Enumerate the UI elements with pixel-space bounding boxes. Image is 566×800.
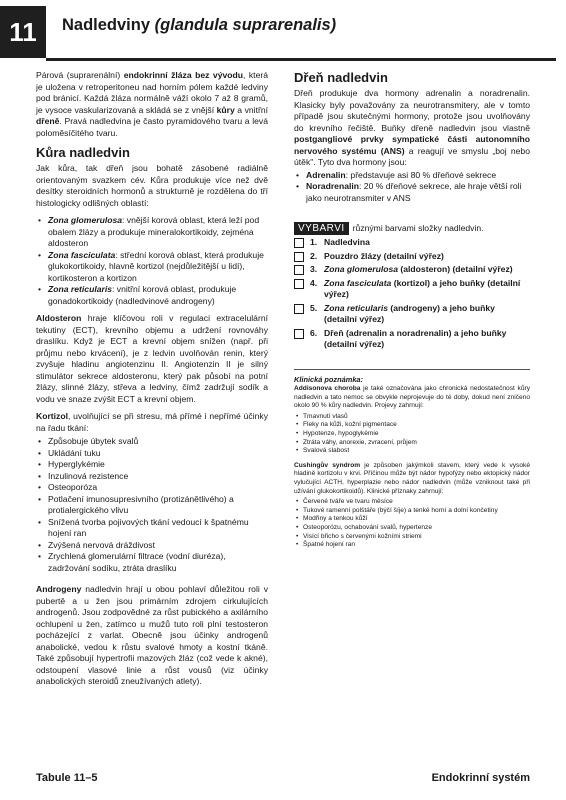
hormone-item: [294, 170, 530, 182]
cushing-term: Cushingův syndrom: [294, 461, 361, 469]
color-checkbox[interactable]: [294, 238, 304, 248]
intro-run: . Pravá nadledvina je často pyramidového tvaru a levá poloměsíčitého tvaru.: [36, 116, 268, 138]
coloring-item-text: Nadledvina: [324, 237, 370, 247]
addison-symptom-item: • Fleky na kůži, kožní pigmentace: [294, 421, 530, 430]
header-rule: [46, 58, 556, 61]
zone-item-term: Zona glomerulosa: [48, 215, 123, 225]
kortizol-effect-item: • Hyperglykémie: [36, 459, 268, 471]
vybarvi-intro: různými barvami složky nadledvin.: [352, 222, 484, 233]
coloring-item-label: [324, 251, 444, 263]
intro-run: a vnitřní: [234, 104, 268, 115]
addison-symptom-item: • Hypotenze, hypoglykémie: [294, 430, 530, 439]
intro-run: Párová (suprarenální): [36, 70, 124, 80]
coloring-item-label: [324, 264, 513, 276]
color-checkbox[interactable]: [294, 329, 304, 339]
zone-item-text: : střední korová oblast, která produkuje glukokortikoidy, hlavně kortizol (nejdůležitější u lidí), kortikosteron a kortizon: [48, 249, 264, 283]
zone-item: [36, 215, 268, 250]
kortizol-effect-item: • Způsobuje úbytek svalů: [36, 436, 268, 448]
coloring-item-text: (kortizol) a jeho buňky (detailní výřez): [324, 277, 521, 299]
addison-symptom-item: • Tmavnutí vlasů: [294, 413, 530, 422]
kortizol-effects-list: [36, 436, 268, 574]
kortizol-term: Kortizol: [36, 411, 68, 421]
coloring-item-number: 4.: [310, 277, 318, 288]
intro-paragraph: [36, 70, 268, 139]
coloring-item-number: 6.: [310, 327, 318, 338]
dren-run: postgangliové prvky sympatické části autonomního nervového systému (ANS): [294, 134, 530, 156]
intro-run: kůry: [216, 104, 235, 115]
aldosteron-term: Aldosteron: [36, 313, 82, 323]
hormone-item-text: : představuje asi 80 % dřeňové sekrece: [345, 169, 497, 180]
page-title: [62, 16, 336, 35]
cushing-symptom-item: • Modřiny a tenkou kůží: [294, 515, 530, 524]
kura-heading: Kůra nadledvin: [36, 145, 130, 160]
coloring-item: [294, 328, 530, 351]
coloring-task-header: [294, 222, 530, 235]
coloring-item: [294, 278, 530, 301]
kortizol-effect-item: • Zvýšená nervová dráždivost: [36, 540, 268, 552]
footer-plate-number: Tabule 11–5: [36, 772, 98, 784]
kortizol-effect-item: • Inzulinová rezistence: [36, 471, 268, 483]
hormones-list: [294, 170, 530, 205]
coloring-item: [294, 264, 530, 276]
intro-run: dřeně: [36, 116, 60, 126]
zone-item-term: Zona reticularis: [48, 284, 112, 294]
coloring-item-latin: Zona reticularis: [324, 302, 388, 313]
coloring-item-text: Pouzdro žlázy (detailní výřez): [324, 250, 444, 261]
cushing-symptom-item: • Osteoporózu, ochabování svalů, hypertenze: [294, 524, 530, 533]
addison-symptoms-list: [294, 413, 530, 456]
hormone-item-term: Adrenalin: [306, 169, 346, 180]
footer-section-name: Endokrinní systém: [431, 772, 530, 784]
aldosteron-paragraph: [36, 313, 268, 405]
cushing-paragraph: [294, 462, 530, 496]
kortizol-effect-item: • Snížená tvorba pojivových tkání vedoucí k špatnému hojení ran: [36, 517, 268, 540]
coloring-item-label: [324, 278, 530, 301]
kortizol-effect-item: • Potlačení imunosupresivního (protizánětlivého) a protialergického vlivu: [36, 494, 268, 517]
right-column: [294, 70, 530, 556]
kura-paragraph: Jak kůra, tak dřeň jsou bohatě zásobené radiálně orientovaným svazkem cév. Kůra produkuje více než dvě desítky steroidních hormonů a strukturně je rozdělena do tří histologicky odlišných oblastí:: [36, 163, 268, 208]
coloring-item-latin: Zona fasciculata: [324, 277, 392, 288]
vybarvi-tag: VYBARVI: [294, 222, 349, 235]
cushing-symptom-item: • Špatné hojení ran: [294, 541, 530, 550]
page-header: [0, 6, 566, 58]
addison-symptom-item: • Svalová slabost: [294, 447, 530, 456]
cushing-symptoms-list: [294, 498, 530, 550]
color-checkbox[interactable]: [294, 265, 304, 275]
coloring-item: [294, 237, 530, 249]
page-footer: [36, 772, 530, 788]
cushing-symptom-item: • Visící břicho s červenými kožními striemi: [294, 533, 530, 542]
dren-heading: Dřeň nadledvin: [294, 70, 388, 85]
coloring-item-text: Dřeň (adrenalin a noradrenalin) a jeho buňky (detailní výřez): [324, 327, 507, 349]
left-column: [36, 70, 268, 694]
zone-item: [36, 284, 268, 307]
coloring-items: [294, 237, 530, 351]
zone-item-text: : vnitřní korová oblast, produkuje gonadokortikoidy (nadledvinové androgeny): [48, 284, 237, 306]
clinical-note: [294, 369, 530, 550]
kortizol-text: , uvolňující se při stresu, má přímé i nepřímé účinky na řadu tkání:: [36, 411, 268, 433]
coloring-item-number: 1.: [310, 237, 318, 247]
aldosteron-text: hraje klíčovou roli v regulaci extracelulární tekutiny (ECT), krevního objemu a udržení rovnováhy draslíku. Když je ECT a krevní objem snížen (např. při průjmu nebo krvácení), je z ledvin uvolňován renin, který zvyšuje hladinu angiotenzinu II. Angiotenzin II je silný stimulátor sekrece aldosteronu, který pak působí na potní žlázy, slinné žlázy, střeva a ledviny, čímž zadržují sodík a vodu ve snaze zvýšit ECT a krevní objem.: [36, 313, 268, 404]
coloring-task: [294, 222, 530, 351]
hormone-item-term: Noradrenalin: [306, 181, 360, 191]
coloring-item: [294, 251, 530, 263]
color-checkbox[interactable]: [294, 279, 304, 289]
kortizol-effect-item: • Ukládání tuku: [36, 448, 268, 460]
kortizol-effect-item: • Osteoporóza: [36, 482, 268, 494]
cushing-text: je způsoben jakýmkoli stavem, který vede k vysoké hladině kortizolu v krvi. Příčinou může být nádor hypofýzy nebo ektopický nádor vylučující ACTH, hyperplazie nebo nádor nadledvin (může vzniknout také při užívání glukokortikoidů). Klinické příznaky zahrnují:: [294, 461, 530, 495]
color-checkbox[interactable]: [294, 252, 304, 262]
color-checkbox[interactable]: [294, 304, 304, 314]
kortizol-effect-item: • Zrychlená glomerulární filtrace (vodní diuréza), zadržování sodíku, ztráta draslíku: [36, 551, 268, 574]
coloring-item-number: 2.: [310, 250, 318, 261]
addison-symptom-item: • Ztráta váhy, anorexie, zvracení, průjem: [294, 439, 530, 448]
coloring-item-label: [324, 328, 530, 351]
coloring-item-text: (androgeny) a jeho buňky (detailní výřez): [324, 302, 495, 324]
coloring-item-label: [324, 237, 370, 249]
cushing-symptom-item: • Červené tváře ve tvaru měsíce: [294, 498, 530, 507]
chapter-number-badge: 11: [0, 6, 46, 58]
zone-item: [36, 250, 268, 285]
androgeny-text: nadledvin hrají u obou pohlaví důležitou roli v pubertě a u žen jsou primárním zdrojem cirkulujících androgenů. Jsou zodpovědné za růst pubického a axilárního ochlupení u žen, zatímco u mužů tuto roli plní testosteron pocházející z varlat. Obecně jsou účinky androgenů anabolické, vedou k růstu svalové hmoty a kostní tkáně. Také způsobují hypertrofii mazových žláz (což vede k akné), odstoupení vlasové linie a růst vousů (viz účinky anabolických steroidů zneužívaných atlety).: [36, 584, 268, 686]
coloring-item-number: 5.: [310, 302, 318, 313]
coloring-item: [294, 303, 530, 326]
intro-run: , která je uložena v retroperitoneu nad horním pólem každé ledviny pod bránicí. Každá žláza normálně váží okolo 7 až 8 gramů, je vysoce vaskularizovaná a skládá se z vnější: [36, 70, 268, 115]
zone-item-term: Zona fasciculata: [48, 249, 116, 260]
zone-item-text: : vnější korová oblast, která leží pod obalem žlázy a produkuje mineralokortikoidy, zejména aldosteron: [48, 215, 260, 248]
addison-paragraph: [294, 385, 530, 411]
page-title-main: Nadledviny: [62, 16, 151, 34]
coloring-item-label: [324, 303, 530, 326]
zones-list: [36, 215, 268, 307]
kortizol-paragraph: [36, 411, 268, 434]
coloring-item-latin: Zona glomerulosa: [324, 264, 399, 274]
dren-run: Dřeň produkuje dva hormony adrenalin a noradrenalin. Klasicky byly považovány za neurotransmitery, ale v tomto případě jsou skutečnými hormony, protože jsou uvolňovány do krevního řečiště. Buňky dřeně nadledvin jsou vlastně: [294, 88, 530, 133]
cushing-symptom-item: • Tukové ramenní polštáře (býčí šíje) a tenké horní a dolní končetiny: [294, 507, 530, 516]
coloring-item-text: (aldosteron) (detailní výřez): [398, 264, 513, 274]
intro-run: endokrinní žláza bez vývodu: [123, 70, 244, 80]
androgeny-paragraph: [36, 584, 268, 688]
hormone-item: [294, 181, 530, 204]
hormone-item-text: : 20 % dřeňové sekrece, ale hraje větší roli jako neurotransmiter v ANS: [306, 181, 522, 203]
dren-paragraph: [294, 88, 530, 169]
coloring-item-number: 3.: [310, 264, 318, 274]
dren-run: a reagují ve smyslu „boj nebo útěk". Tyto dva hormony jsou:: [294, 145, 530, 167]
page-title-latin: (glandula suprarenalis): [154, 16, 337, 34]
addison-text: je také označována jako chronická nedostatečnost kůry nadledvin a tato nemoc se obvykle neprojevuje do té doby, dokud není zničeno okolo 90 % kůry nadledvin. Projevy zahrnují:: [294, 385, 530, 410]
clinical-note-title: Klinická poznámka:: [294, 374, 363, 384]
addison-term: Addisonova choroba: [294, 385, 361, 393]
androgeny-term: Androgeny: [36, 584, 82, 594]
